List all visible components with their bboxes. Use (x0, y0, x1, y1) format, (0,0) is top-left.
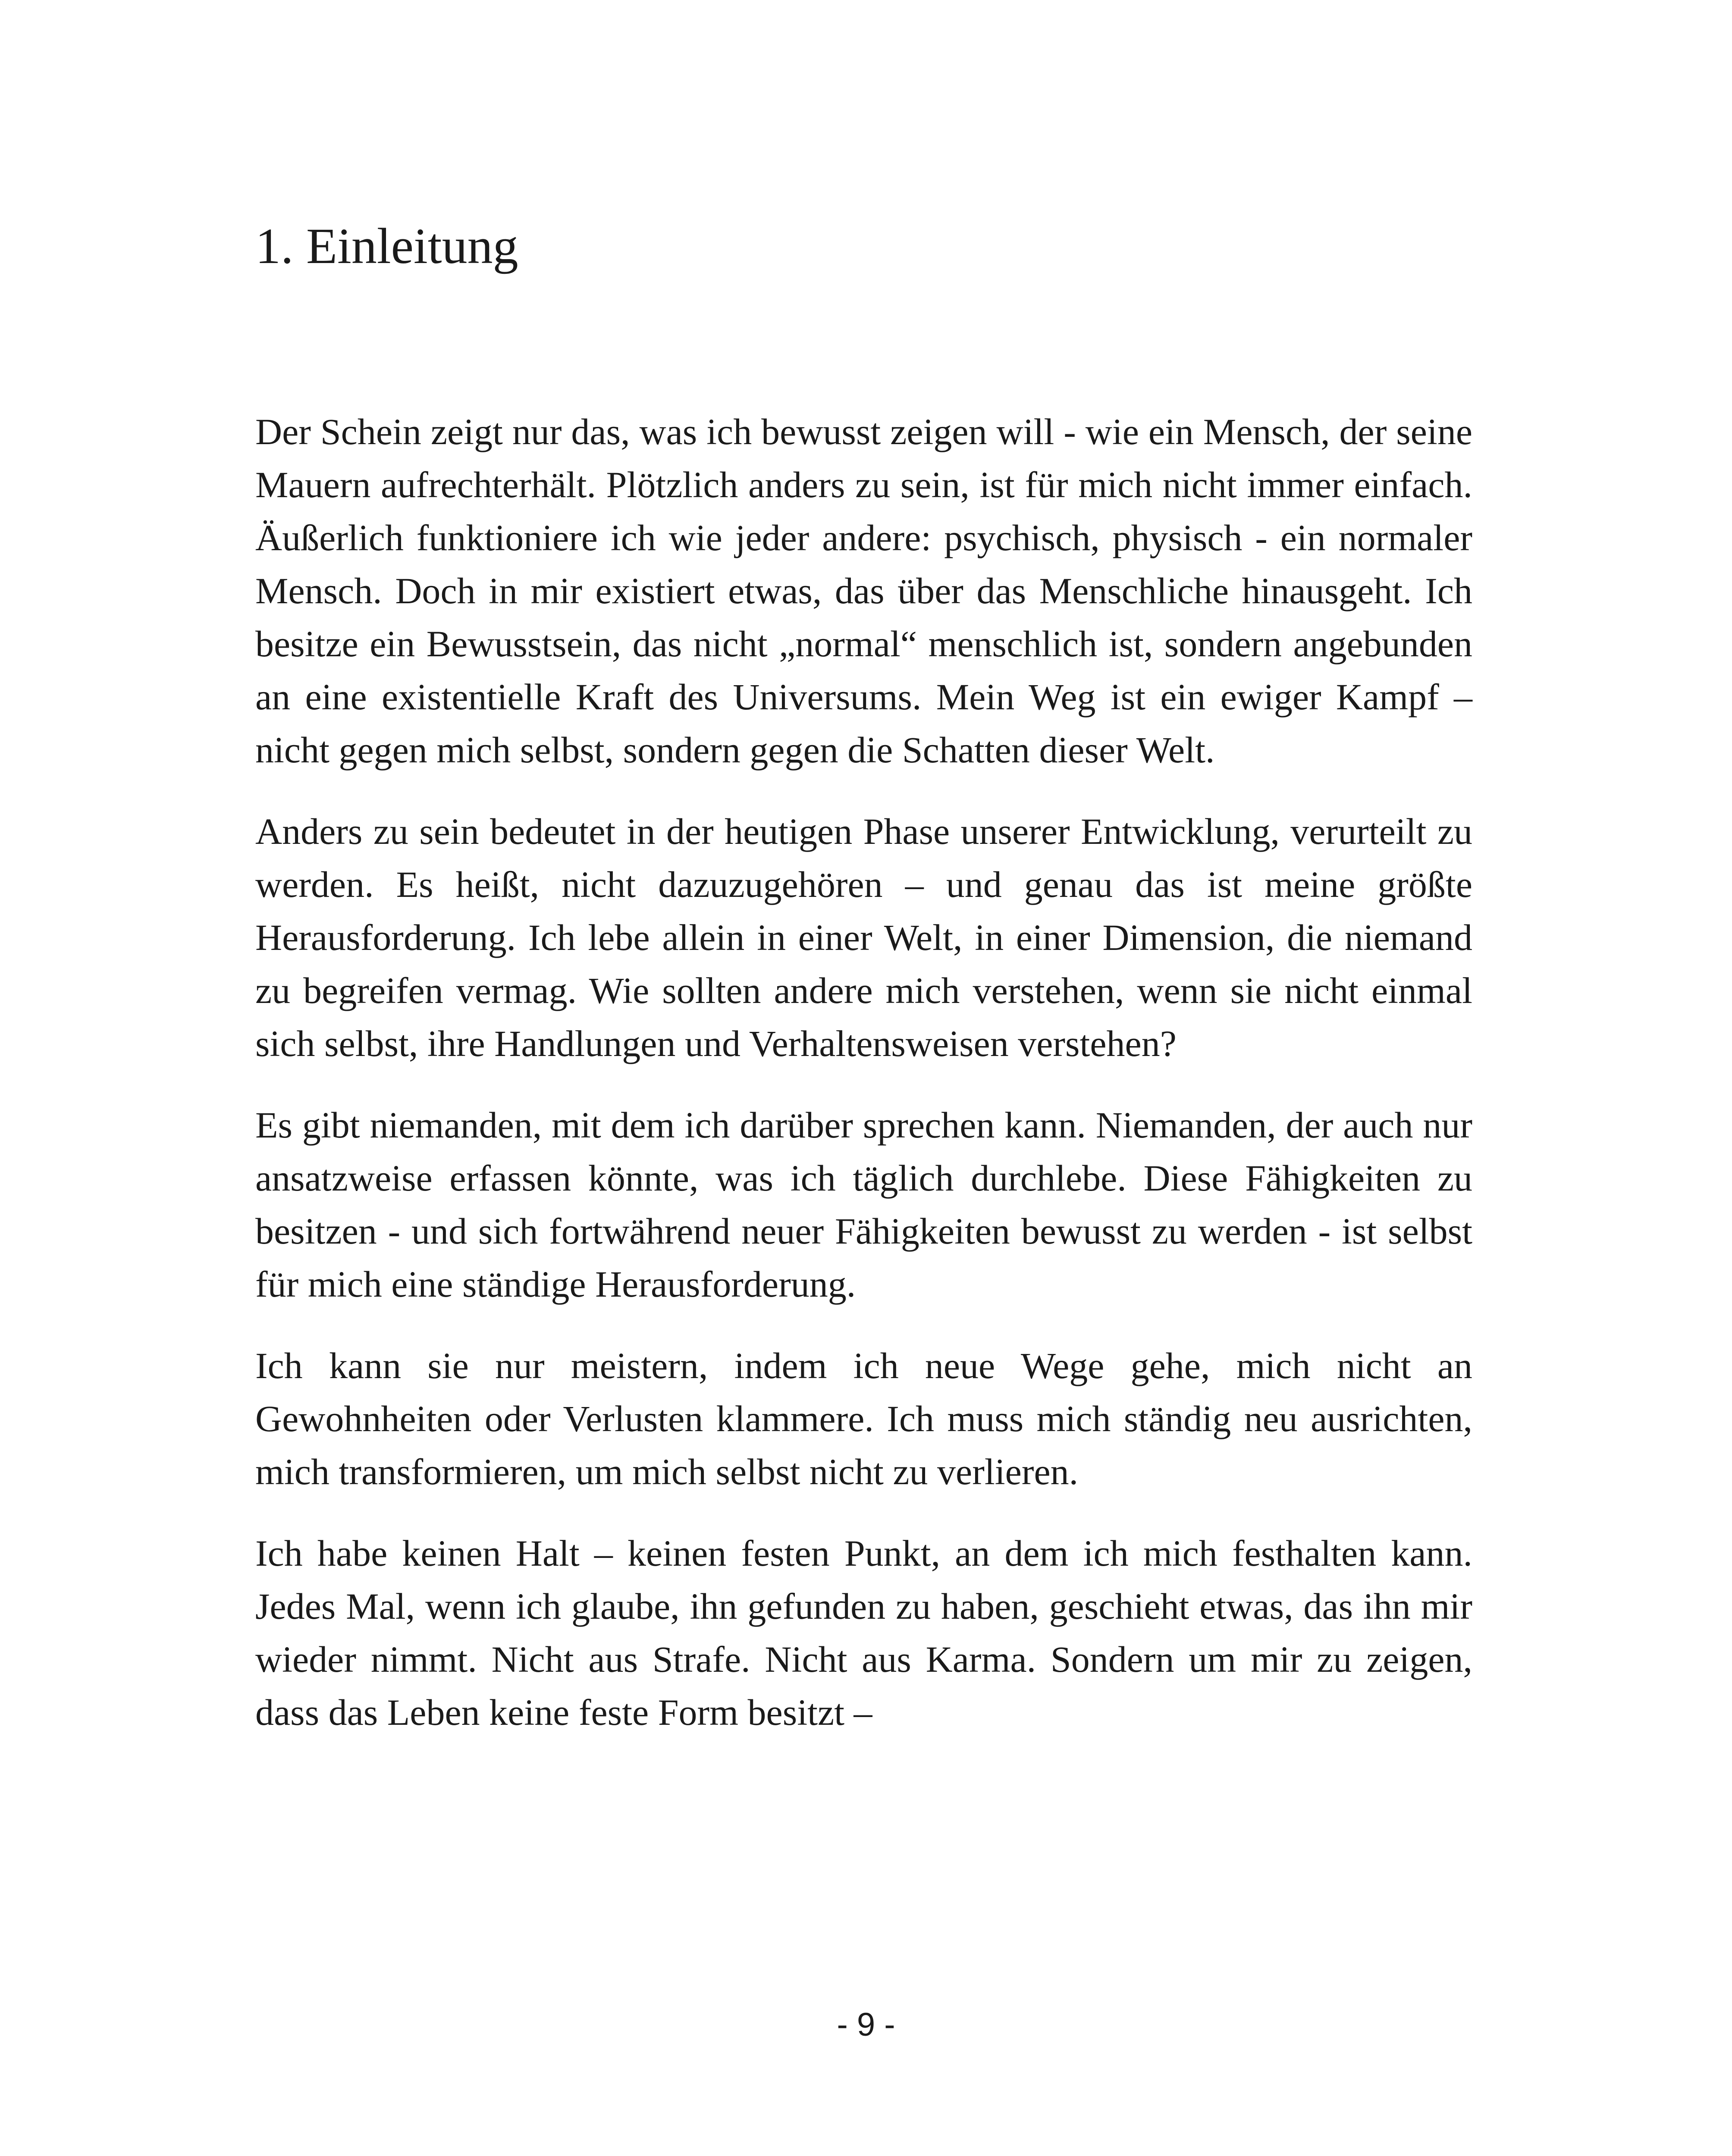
paragraph-1: Der Schein zeigt nur das, was ich bewusst zeigen will - wie ein Mensch, der seine Mauern aufrechterhält. Plötzlich anders zu sein, ist für mich nicht immer einfach. Äußerlich funktioniere ich wie jeder andere: psychisch, physisch - ein normaler Mensch. Doch in mir existiert etwas, das über das Menschliche hinausgeht. Ich besitze ein Bewusstsein, das nicht „normal“ menschlich ist, sondern angebunden an eine existentielle Kraft des Universums. Mein Weg ist ein ewiger Kampf – nicht gegen mich selbst, sondern gegen die Schatten dieser Welt. (255, 411, 1472, 771)
paragraph-5: Ich habe keinen Halt – keinen festen Punkt, an dem ich mich festhalten kann. Jedes Mal, wenn ich glaube, ihn gefunden zu haben, geschieht etwas, das ihn mir wieder nimmt. Nicht aus Strafe. Nicht aus Karma. Sondern um mir zu zeigen, dass das Leben keine feste Form besitzt – (255, 1532, 1472, 1733)
chapter-title: 1. Einleitung (255, 218, 518, 274)
page-number: - 9 - (837, 2006, 895, 2043)
paragraph-3: Es gibt niemanden, mit dem ich darüber sprechen kann. Niemanden, der auch nur ansatzweise erfassen könnte, was ich täglich durchlebe. Diese Fähigkeiten zu besitzen - und sich fortwährend neuer Fähigkeiten bewusst zu werden - ist selbst für mich eine ständige Herausforderung. (255, 1104, 1472, 1305)
paragraph-4: Ich kann sie nur meistern, indem ich neue Wege gehe, mich nicht an Gewohnheiten oder Verlusten klammere. Ich muss mich ständig neu ausrichten, mich transformieren, um mich selbst nicht zu verlieren. (255, 1345, 1472, 1492)
paragraph-2: Anders zu sein bedeutet in der heutigen Phase unserer Entwicklung, verurteilt zu werden. Es heißt, nicht dazuzugehören – und genau das ist meine größte Herausforderung. Ich lebe allein in einer Welt, in einer Dimension, die niemand zu begreifen vermag. Wie sollten andere mich verstehen, wenn sie nicht einmal sich selbst, ihre Handlungen und Verhaltensweisen verstehen? (255, 811, 1472, 1064)
body-text (255, 405, 1472, 1767)
